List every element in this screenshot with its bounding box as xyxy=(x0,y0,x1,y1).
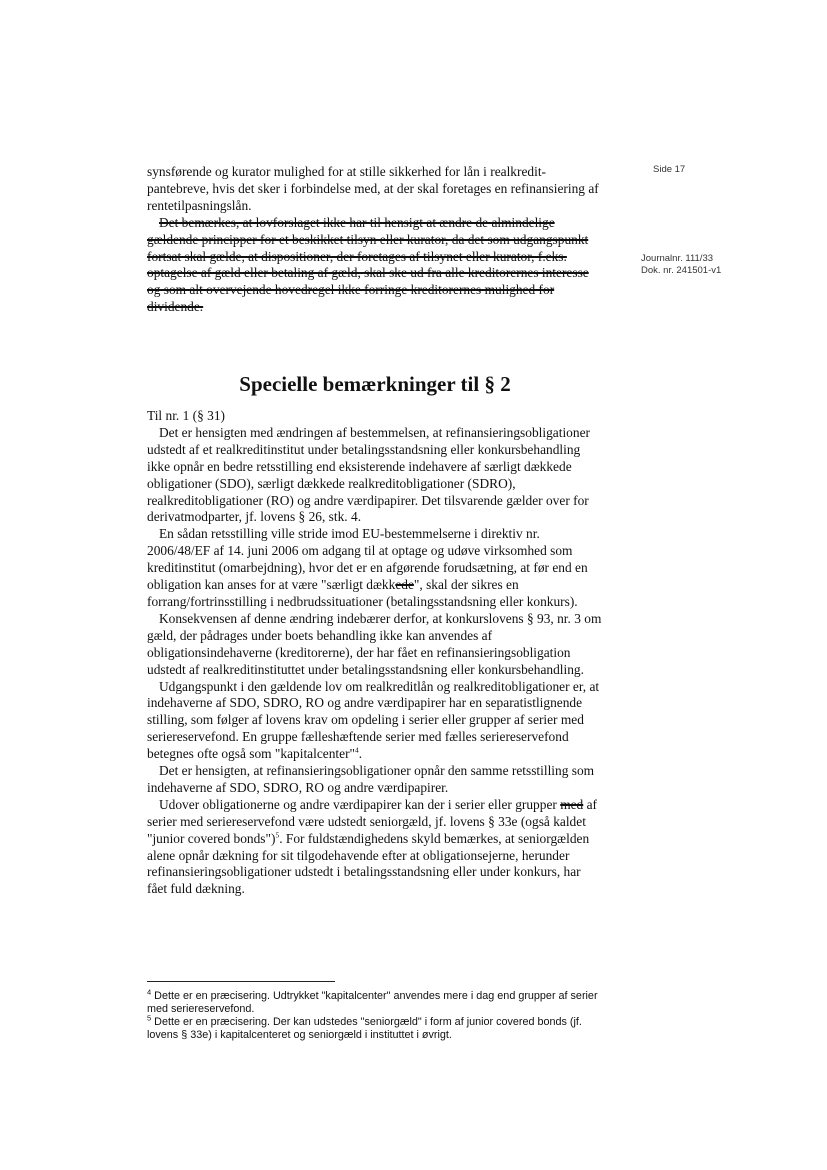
section-heading: Specielle bemærkninger til § 2 xyxy=(239,372,511,396)
paragraph-6-struck: med xyxy=(560,796,584,812)
paragraph-2-text-b: ", skal der sikres en forrang/fortrinsstilling i nedbrudssituationer (betalingsstandsning eller konkurs). xyxy=(147,577,578,609)
footnote-ref-5[interactable]: 5 xyxy=(275,830,280,840)
paragraph-4-text: Udgangspunkt i den gældende lov om realkreditlån og realkreditobligationer er, at indehaverne af SDO, SDRO, RO og andre værdipapirer har en separatistlignende stilling, som følger af lovens krav om opdeling i serier eller grupper af serier med seriereservefond. En gruppe fælleshæftende serier med fælles seriereservefond betegnes ofte også som "kapitalcenter" xyxy=(147,678,600,762)
footnote-text: Dette er en præcisering. Der kan udstedes "seniorgæld" i form af junior covered bonds (jf. lovens § 33e) i kapitalcenteret og seniorgæld i instituttet i øvrigt. xyxy=(147,1016,582,1041)
paragraph-2-struck: ede xyxy=(395,577,414,593)
paragraph-1: Det er hensigten med ændringen af bestemmelsen, at refinansieringsobligationer udstedt af et realkreditinstitut under betalingsstandsning eller konkursbehandling ikke opnår en bedre retsstilling end eksisterende indehavere af særligt dækkede obligationer (SDO), særligt dækkede realkreditobligationer (SDRO), realkreditobligationer (RO) og andre værdipapirer. Det tilsvarende gælder over for derivatmodparter, jf. lovens § 26, stk. 4. xyxy=(147,424,590,525)
continued-paragraph: synsførende og kurator mulighed for at stille sikkerhed for lån i realkredit-pantebreve, hvis det sker i forbindelse med, at der skal foretages en refinansiering af rentetilpasningslån. xyxy=(147,164,599,213)
footnote-text: Dette er en præcisering. Udtrykket "kapitalcenter" anvendes mere i dag end grupper af serier med seriereservefond. xyxy=(147,990,598,1015)
footnote-divider xyxy=(147,981,335,982)
paragraph-4-end: . xyxy=(358,746,363,762)
paragraph-6-text-c: . For fuldstændighedens skyld bemærkes, at seniorgælden alene opnår dækning for sit tilgodehavende efter at obligationsejerne, herunder refinansieringsobligationer udstedt i betalingsstandsning eller under konkurs, har fået fuld dækning. xyxy=(147,830,590,897)
subsection-label: Til nr. 1 (§ 31) xyxy=(147,408,226,423)
paragraph-6 xyxy=(147,797,603,898)
journal-number: Journalnr. 111/33 xyxy=(641,253,714,264)
footnote-4 xyxy=(147,987,603,1016)
document-number: Dok. nr. 241501-v1 xyxy=(641,265,722,276)
paragraph-2-text-a: En sådan retsstilling ville stride imod EU-bestemmelserne i direktiv nr. 2006/48/EF af 14. juni 2006 om adgang til at optage og udøve virksomhed som kreditinstitut (omarbejdning), hvor det er en afgørende forudsætning, at før end en obligation kan anses for at være "særligt dækk xyxy=(147,526,588,593)
page-number: Side 17 xyxy=(653,164,686,175)
footnote-mark: 5 xyxy=(147,1013,152,1023)
main-text-block xyxy=(147,408,603,898)
footnote-ref-4[interactable]: 4 xyxy=(355,745,359,755)
top-text-block xyxy=(147,164,603,316)
paragraph-5: Det er hensigten, at refinansieringsobligationer opnår den samme retsstilling som indehaverne af SDO, SDRO, RO og andre værdipapirer. xyxy=(147,763,595,795)
paragraph-6-text-b: af serier med seriereservefond være udstedt seniorgæld, jf. lovens § 33e (også kaldet "junior covered bonds") xyxy=(147,796,598,846)
footnote-mark: 4 xyxy=(147,987,152,997)
footnote-5 xyxy=(147,1013,603,1042)
paragraph-4 xyxy=(147,679,603,764)
footnotes xyxy=(147,987,603,1042)
paragraph-2 xyxy=(147,526,603,611)
paragraph-3: Konsekvensen af denne ændring indebærer derfor, at konkurslovens § 93, nr. 3 om gæld, der pådrages under boets behandling ikke kan anvendes af obligationsindehaverne (kreditorerne), der har fået en refinansieringsobligation udstedt af realkreditinstituttet under betalingsstandsning eller konkursbehandling. xyxy=(147,610,602,677)
paragraph-6-text-a: Udover obligationerne og andre værdipapirer kan der i serier eller grupper xyxy=(159,796,561,812)
struck-paragraph: Det bemærkes, at lovforslaget ikke har til hensigt at ændre de almindelige gældende principper for et beskikket tilsyn eller kurator, da det som udgangspunkt fortsat skal gælde, at dispositioner, der foretages af tilsynet eller kurator, f.eks. optagelse af gæld eller betaling af gæld, skal ske ud fra alle kreditorernes interesse og som alt overvejende hovedregel ikke forringe kreditorernes mulighed for dividende. xyxy=(147,214,589,315)
